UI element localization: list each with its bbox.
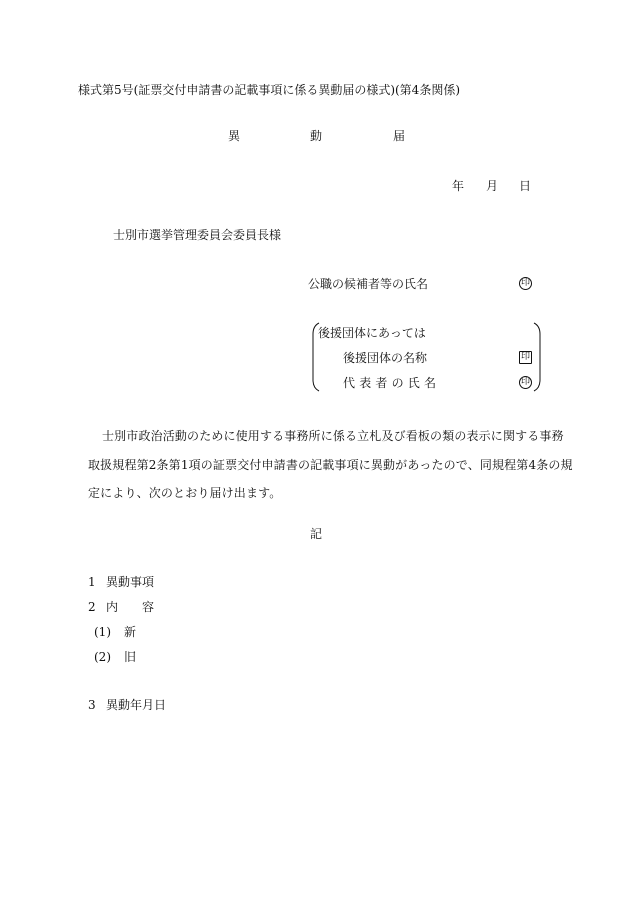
item-2-1-number: (1) [94, 625, 111, 639]
item-1-number: 1 [88, 575, 96, 589]
seal-mark-group: 印 [520, 352, 530, 362]
item-3-number: 3 [88, 698, 96, 712]
date-year: 年 [452, 179, 465, 193]
support-group-heading: 後援団体にあっては [318, 326, 426, 340]
item-2-number: 2 [88, 600, 96, 614]
ki-mark: 記 [310, 527, 323, 541]
representative-name-label: 代表者の氏名 [343, 376, 441, 390]
date-day: 日 [519, 179, 532, 193]
right-bracket [532, 322, 542, 392]
item-1-label: 異動事項 [106, 575, 155, 589]
applicant-name-label: 公職の候補者等の氏名 [308, 277, 429, 291]
item-2-2-label: 旧 [124, 650, 137, 664]
item-2-1-label: 新 [124, 625, 137, 639]
title-char-3: 届 [393, 129, 406, 143]
body-text-line-2: 取扱規程第2条第1項の証票交付申請書の記載事項に異動があったので、同規程第4条の規 [88, 458, 573, 472]
title-char-2: 動 [310, 129, 323, 143]
seal-mark-representative: 印 [520, 377, 530, 387]
title-char-1: 異 [228, 129, 241, 143]
item-2-2-number: (2) [94, 650, 111, 664]
item-2-label: 内 容 [106, 600, 155, 614]
addressee: 士別市選挙管理委員会委員長様 [113, 228, 282, 242]
body-text-line-3: 定により、次のとおり届け出ます。 [88, 486, 282, 500]
seal-mark-applicant: 印 [520, 278, 530, 288]
item-3-label: 異動年月日 [106, 698, 167, 712]
support-group-name-label: 後援団体の名称 [343, 351, 428, 365]
form-header: 様式第5号(証票交付申請書の記載事項に係る異動届の様式)(第4条関係) [78, 83, 460, 97]
body-text-line-1: 士別市政治活動のために使用する事務所に係る立札及び看板の類の表示に関する事務 [102, 429, 564, 443]
date-month: 月 [486, 179, 499, 193]
